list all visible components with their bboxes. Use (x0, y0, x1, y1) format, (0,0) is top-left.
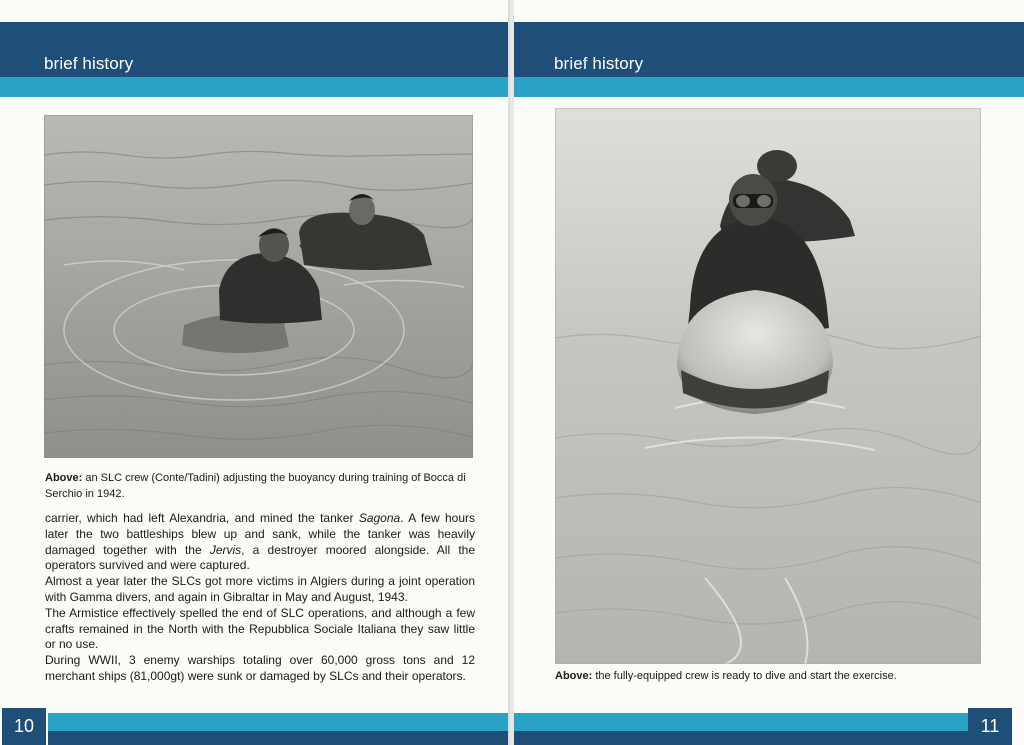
footer-band (514, 731, 980, 745)
paragraph-1-part-a: carrier, which had left Alexandria, and mined the tanker (45, 511, 359, 525)
paragraph-3: The Armistice effectively spelled the end of SLC operations, and although a few crafts remained in the North with the Repubblica Sociale Italiana they saw little or no use. (45, 605, 475, 652)
paragraph-1-part-c: , a destroyer moored alongside. All the operators survived and were captured. (45, 542, 475, 573)
photo-crew-ready-to-dive (555, 108, 981, 664)
section-title: brief history (44, 54, 134, 73)
ship-name-sagona: Sagona (358, 511, 401, 525)
header-accent-stripe (514, 77, 1024, 97)
paragraph-2: Almost a year later the SLCs got more victims in Algiers during a joint operation with Gamma divers, and again in Gibraltar in May and August, 1943. (45, 574, 475, 604)
caption-label: Above: (555, 670, 593, 682)
left-page (0, 0, 510, 745)
caption-text: an SLC crew (Conte/Tadini) adjusting the buoyancy during training of Bocca di Serchio in 1942. (45, 472, 466, 500)
caption-text: the fully-equipped crew is ready to dive and start the exercise. (592, 670, 897, 682)
photo-caption (555, 668, 985, 684)
photo-illustration (44, 115, 473, 458)
paragraph-1-part-b: . A few hours later the two battleships blew up and sank, while the tanker was heavily damaged together with the (45, 511, 475, 557)
page-number: 10 (2, 708, 46, 745)
footer-accent-stripe (48, 713, 510, 731)
article-body (45, 511, 475, 685)
page-number: 11 (968, 708, 1012, 745)
footer-accent-stripe (514, 713, 980, 731)
paragraph-1 (45, 511, 475, 574)
photo-slc-crew-training (44, 115, 473, 458)
photo-caption (45, 470, 473, 502)
caption-label: Above: (45, 472, 83, 484)
photo-illustration (555, 108, 981, 664)
footer-band (48, 731, 510, 745)
ship-name-jervis: Jervis (209, 542, 242, 557)
right-page (514, 0, 1024, 745)
header-accent-stripe (0, 77, 510, 97)
paragraph-4: During WWII, 3 enemy warships totaling over 60,000 gross tons and 12 merchant ships (81,000gt) were sunk or damaged by SLCs and their operators. (45, 653, 475, 683)
section-title: brief history (554, 54, 644, 73)
